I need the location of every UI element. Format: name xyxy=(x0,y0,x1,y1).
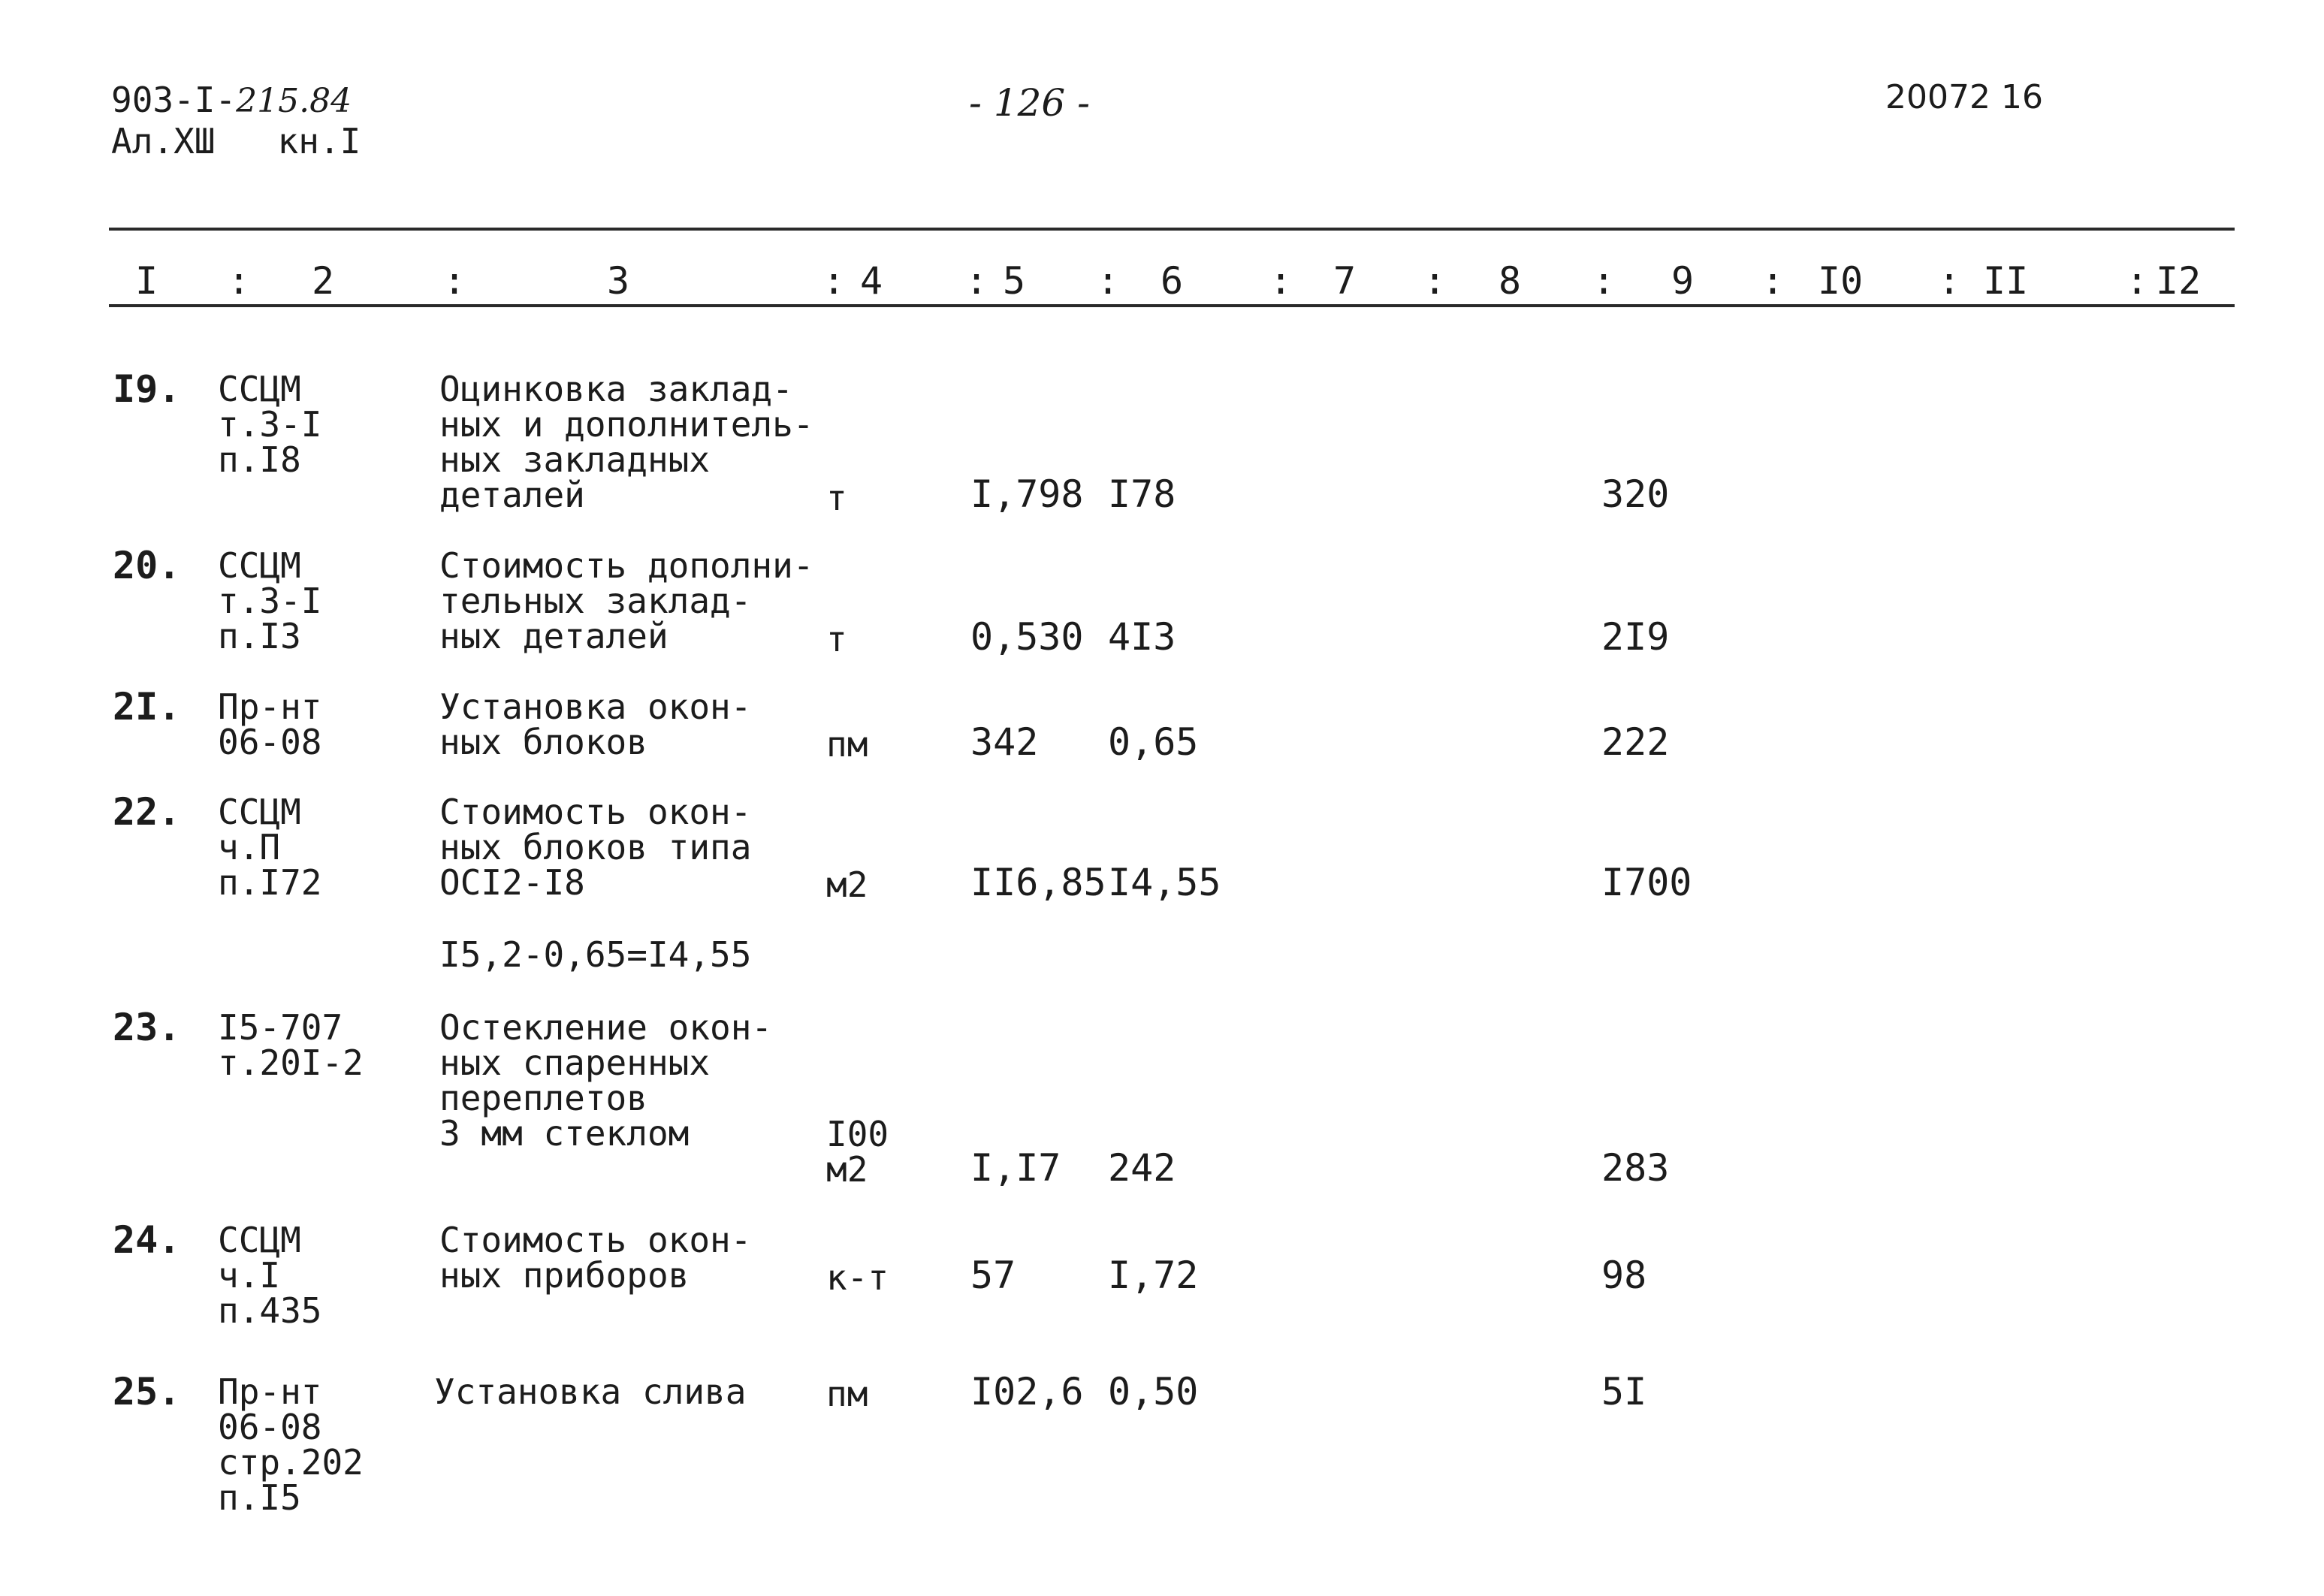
row-number: 20. xyxy=(113,544,181,587)
row-total: 2I9 xyxy=(1601,615,1670,659)
reference-line: ч.I xyxy=(218,1255,281,1296)
row-quantity: 342 xyxy=(970,720,1039,764)
album-reference: Ал.ХШ кн.I xyxy=(111,121,361,161)
column-number: I xyxy=(135,259,158,303)
reference-line: ССЦМ xyxy=(218,1220,301,1260)
row-quantity: 57 xyxy=(970,1254,1016,1297)
description-line: переплетов xyxy=(439,1078,647,1118)
row-unit: пм xyxy=(826,1374,868,1414)
reference-line: ч.П xyxy=(218,827,281,867)
row-unit-price: 4I3 xyxy=(1108,615,1176,659)
page-number xyxy=(969,81,1091,125)
reference-line: ССЦМ xyxy=(218,545,301,586)
description-line: Установка слива xyxy=(434,1371,747,1412)
row-reference xyxy=(218,545,322,656)
column-number: 3 xyxy=(607,259,630,303)
row-description xyxy=(439,369,814,515)
row-number: 24. xyxy=(113,1218,181,1262)
row-description xyxy=(439,545,814,656)
reference-line: т.20I-2 xyxy=(218,1042,364,1083)
document-code-prefix: 903-I- xyxy=(111,80,237,120)
reference-line: т.3-I xyxy=(218,404,322,445)
description-line: 3 мм стеклом xyxy=(439,1113,690,1154)
row-reference xyxy=(218,686,322,762)
reference-line: стр.202 xyxy=(218,1442,364,1483)
row-quantity: II6,85 xyxy=(970,861,1106,904)
row-reference xyxy=(218,369,322,480)
row-number: 2I. xyxy=(113,685,181,729)
description-line: Оцинковка заклад- xyxy=(439,369,793,409)
row-unit: м2 xyxy=(826,864,868,905)
column-number: 4 xyxy=(860,259,883,303)
reference-line: 06-08 xyxy=(218,1407,322,1447)
column-number: 7 xyxy=(1333,259,1357,303)
column-number: I2 xyxy=(2156,259,2202,303)
column-separator: : xyxy=(965,259,988,303)
row-total: 222 xyxy=(1601,720,1670,764)
column-separator: : xyxy=(1761,259,1785,303)
description-line: ных спаренных xyxy=(439,1042,711,1083)
row-number: 22. xyxy=(113,790,181,834)
reference-line: I5-707 xyxy=(218,1007,343,1048)
document-code-handwritten: 215.84 xyxy=(236,82,352,120)
column-separator: : xyxy=(1097,259,1120,303)
description-line: ных блоков xyxy=(439,722,647,762)
table-header-bottom-rule xyxy=(109,304,2235,307)
column-number: I0 xyxy=(1818,259,1864,303)
row-unit-price: I4,55 xyxy=(1108,861,1221,904)
row-unit-price: 0,65 xyxy=(1108,720,1199,764)
column-number: 9 xyxy=(1671,259,1695,303)
row-unit-price: 0,50 xyxy=(1108,1370,1199,1413)
row-quantity: 0,530 xyxy=(970,615,1084,659)
row-reference xyxy=(218,1371,364,1518)
column-separator: : xyxy=(1269,259,1293,303)
description-line: тельных заклад- xyxy=(439,581,752,621)
page-dash-right: - xyxy=(1077,81,1091,125)
row-quantity: I02,6 xyxy=(970,1370,1084,1413)
row-description xyxy=(439,686,752,762)
description-line: деталей xyxy=(439,475,585,515)
column-number: 6 xyxy=(1160,259,1184,303)
row-quantity: I,I7 xyxy=(970,1146,1061,1190)
reference-line: п.I3 xyxy=(218,616,301,656)
reference-line: т.3-I xyxy=(218,581,322,621)
row-unit-price: I78 xyxy=(1108,472,1176,516)
description-line: Стоимость окон- xyxy=(439,1220,752,1260)
column-number: 2 xyxy=(312,259,335,303)
row-unit: т xyxy=(826,478,847,518)
column-separator: : xyxy=(1592,259,1616,303)
row-total: I700 xyxy=(1601,861,1692,904)
description-line: Стоимость дополни- xyxy=(439,545,814,586)
row-description xyxy=(439,1220,752,1296)
row-unit: к-т xyxy=(826,1257,889,1298)
row-unit xyxy=(826,1114,889,1190)
description-line: ных деталей xyxy=(439,616,669,656)
row-unit: т xyxy=(826,619,847,659)
table-top-rule xyxy=(109,228,2235,231)
row-total: 320 xyxy=(1601,472,1670,516)
reference-line: п.I72 xyxy=(218,862,322,903)
description-line: Остекление окон- xyxy=(439,1007,773,1048)
row-number: 25. xyxy=(113,1370,181,1413)
description-line: ных закладных xyxy=(439,439,711,480)
page-number-value: 126 xyxy=(993,81,1066,125)
column-number: 8 xyxy=(1499,259,1522,303)
column-separator: : xyxy=(1423,259,1447,303)
column-separator: : xyxy=(1938,259,1961,303)
row-calculation-note: I5,2-0,65=I4,55 xyxy=(439,934,752,975)
row-description xyxy=(434,1371,747,1412)
row-reference xyxy=(218,1007,364,1083)
document-code xyxy=(111,80,352,120)
column-number: II xyxy=(1983,259,2029,303)
row-unit-price: 242 xyxy=(1108,1146,1176,1190)
reference-line: Пр-нт xyxy=(218,686,322,727)
row-total: 98 xyxy=(1601,1254,1647,1297)
column-separator: : xyxy=(822,259,846,303)
reference-line: п.I5 xyxy=(218,1477,301,1518)
reference-line: 06-08 xyxy=(218,722,322,762)
unit-line: м2 xyxy=(826,1149,868,1190)
description-line: Стоимость окон- xyxy=(439,792,752,832)
column-number: 5 xyxy=(1003,259,1026,303)
page-dash-left: - xyxy=(969,81,982,125)
reference-line: ССЦМ xyxy=(218,369,301,409)
column-separator: : xyxy=(228,259,251,303)
description-line: ных и дополнитель- xyxy=(439,404,814,445)
row-reference xyxy=(218,1220,322,1331)
row-unit: пм xyxy=(826,724,868,765)
reference-line: п.I8 xyxy=(218,439,301,480)
row-description xyxy=(439,792,752,903)
row-unit-price: I,72 xyxy=(1108,1254,1199,1297)
description-line: ных приборов xyxy=(439,1255,690,1296)
column-separator: : xyxy=(2126,259,2149,303)
reference-line: Пр-нт xyxy=(218,1371,322,1412)
unit-line: I00 xyxy=(826,1114,889,1154)
description-line: ОСI2-I8 xyxy=(439,862,585,903)
description-line: ных блоков типа xyxy=(439,827,752,867)
reference-line: п.435 xyxy=(218,1290,322,1331)
row-reference xyxy=(218,792,322,903)
description-line: Установка окон- xyxy=(439,686,752,727)
row-quantity: I,798 xyxy=(970,472,1084,516)
row-total: 5I xyxy=(1601,1370,1647,1413)
row-number: I9. xyxy=(113,367,181,411)
reference-line: ССЦМ xyxy=(218,792,301,832)
column-separator: : xyxy=(443,259,466,303)
row-number: 23. xyxy=(113,1006,181,1049)
row-description xyxy=(439,1007,773,1154)
row-total: 283 xyxy=(1601,1146,1670,1190)
sheet-id: 20072 16 xyxy=(1885,78,2043,116)
